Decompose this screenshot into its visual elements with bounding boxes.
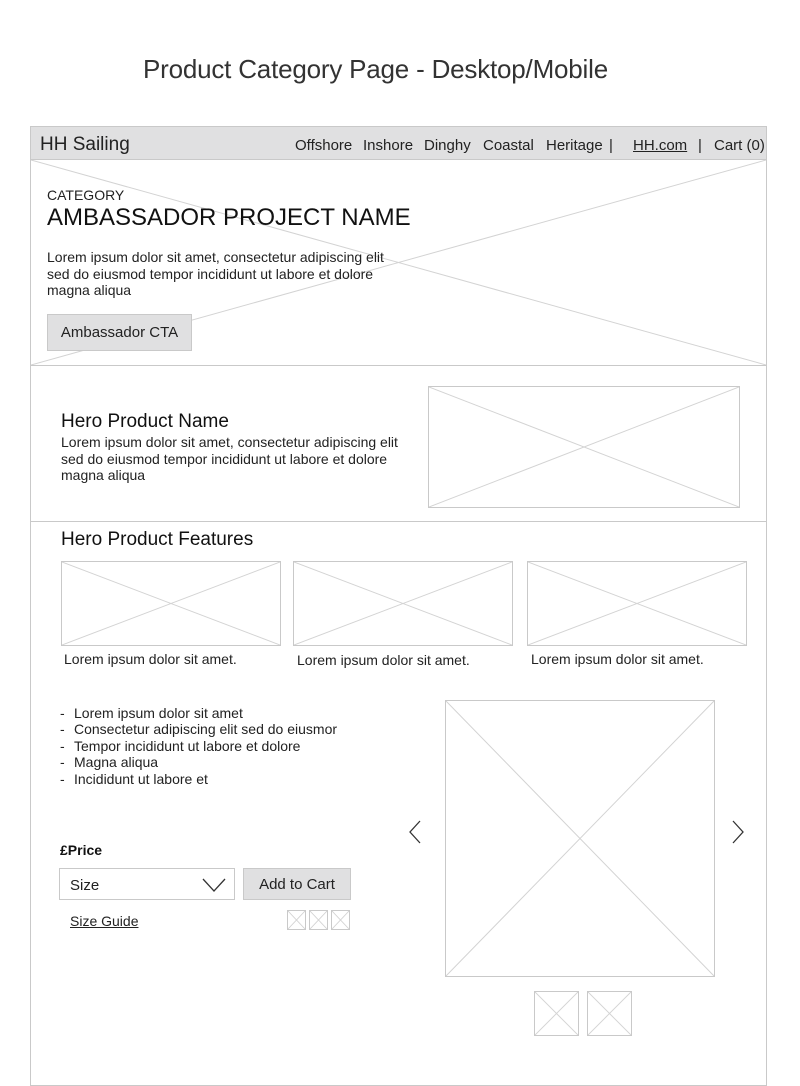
category-eyebrow: CATEGORY bbox=[47, 187, 125, 203]
list-item: - Tempor incididunt ut labore et dolore bbox=[60, 738, 337, 754]
ambassador-title: AMBASSADOR PROJECT NAME bbox=[47, 204, 411, 231]
feature-image-placeholder bbox=[527, 561, 747, 646]
product-feature-list bbox=[60, 705, 337, 787]
product-price: £Price bbox=[60, 842, 103, 858]
hero-product-description: Lorem ipsum dolor sit amet, consectetur adipiscing elit sed do eiusmod tempor incididunt ut labore et dolore magna aliqua bbox=[61, 434, 398, 483]
ambassador-description: Lorem ipsum dolor sit amet, consectetur adipiscing elit sed do eiusmod tempor incididunt ut labore et dolore magna aliqua bbox=[47, 249, 384, 298]
hero-product-title: Hero Product Name bbox=[61, 411, 229, 432]
hero-product-image-placeholder bbox=[428, 386, 740, 508]
list-item: - Magna aliqua bbox=[60, 754, 337, 770]
feature-caption: Lorem ipsum dolor sit amet. bbox=[531, 651, 704, 667]
section-divider bbox=[31, 521, 766, 522]
feature-caption: Lorem ipsum dolor sit amet. bbox=[64, 651, 237, 667]
chevron-down-icon bbox=[202, 878, 226, 892]
nav-item-heritage[interactable]: Heritage bbox=[546, 137, 603, 154]
page-title: Product Category Page - Desktop/Mobile bbox=[143, 54, 608, 84]
list-item: - Incididunt ut labore et bbox=[60, 771, 337, 787]
nav-separator: | bbox=[698, 137, 702, 154]
swatch-placeholder[interactable] bbox=[331, 910, 350, 930]
size-select[interactable] bbox=[59, 868, 235, 900]
nav-item-offshore[interactable]: Offshore bbox=[295, 137, 353, 154]
feature-image-placeholder bbox=[61, 561, 281, 646]
feature-caption: Lorem ipsum dolor sit amet. bbox=[297, 652, 470, 668]
nav-item-inshore[interactable]: Inshore bbox=[363, 137, 414, 154]
brand-logo[interactable]: HH Sailing bbox=[40, 134, 130, 155]
swatch-placeholder[interactable] bbox=[309, 910, 328, 930]
nav-separator: | bbox=[609, 137, 613, 154]
product-thumbnail-placeholder[interactable] bbox=[587, 991, 632, 1036]
list-item: - Lorem ipsum dolor sit amet bbox=[60, 705, 337, 721]
hh-site-link[interactable]: HH.com bbox=[633, 137, 688, 154]
nav-item-coastal[interactable]: Coastal bbox=[483, 137, 534, 154]
chevron-right-icon[interactable] bbox=[731, 820, 745, 844]
features-title: Hero Product Features bbox=[61, 529, 254, 550]
product-thumbnail-placeholder[interactable] bbox=[534, 991, 579, 1036]
swatch-placeholder[interactable] bbox=[287, 910, 306, 930]
add-to-cart-button[interactable]: Add to Cart bbox=[243, 868, 351, 900]
cart-link[interactable]: Cart (0) bbox=[714, 137, 765, 154]
size-guide-link[interactable]: Size Guide bbox=[70, 913, 139, 929]
size-select-label: Size bbox=[70, 877, 100, 894]
chevron-left-icon[interactable] bbox=[408, 820, 422, 844]
feature-image-placeholder bbox=[293, 561, 513, 646]
section-divider bbox=[31, 365, 766, 366]
list-item: - Consectetur adipiscing elit sed do eiusmor bbox=[60, 721, 337, 737]
product-main-image-placeholder bbox=[445, 700, 715, 977]
nav-item-dinghy[interactable]: Dinghy bbox=[424, 137, 471, 154]
ambassador-cta-button[interactable]: Ambassador CTA bbox=[47, 314, 192, 351]
